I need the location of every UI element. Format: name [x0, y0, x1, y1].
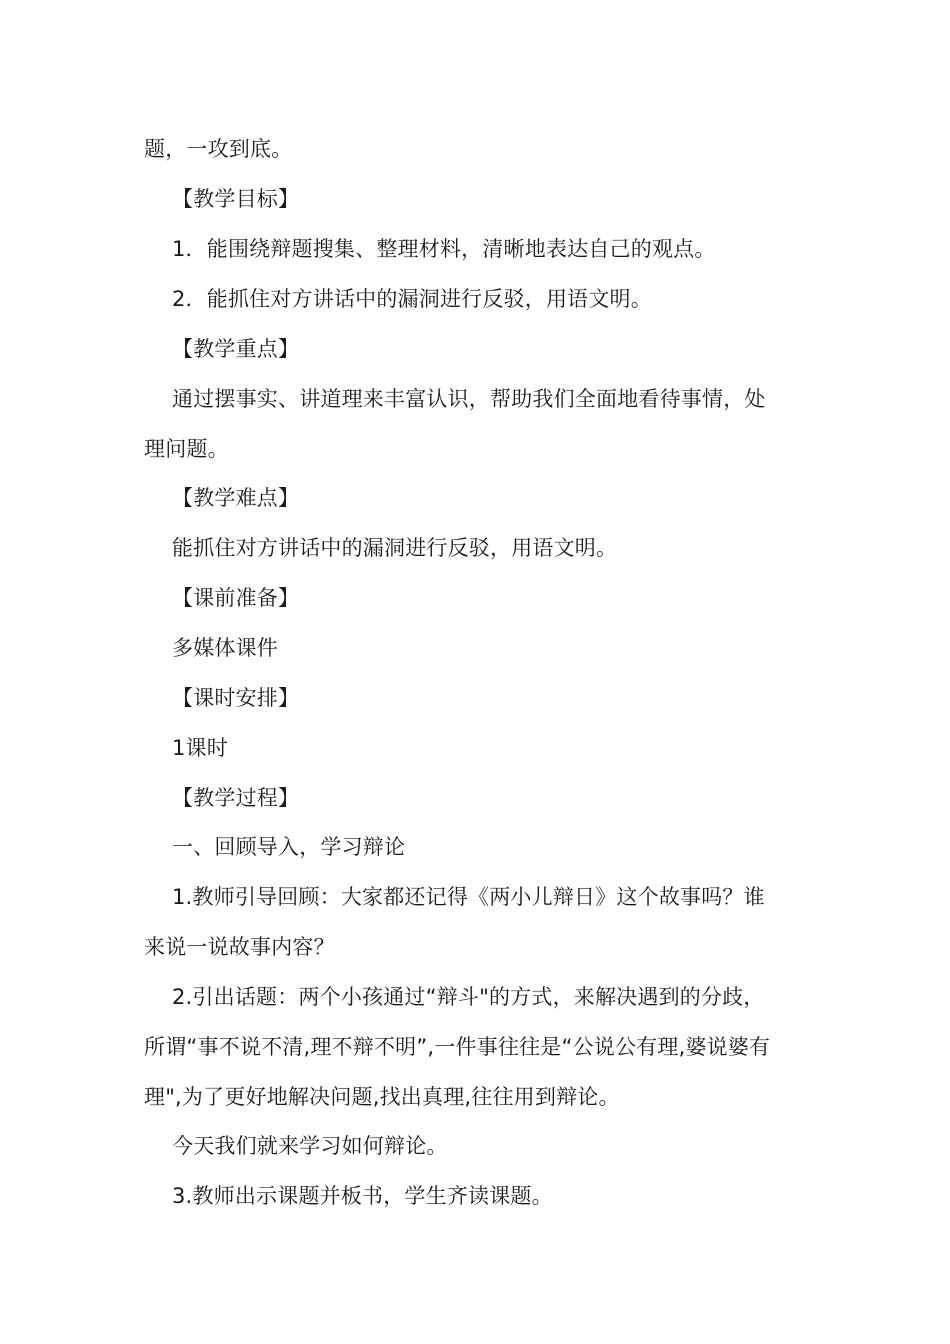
text-line: 理问题。: [144, 437, 229, 461]
text-line: 3.教师出示课题并板书，学生齐读课题。: [172, 1184, 553, 1208]
text-line: 一、回顾导入，学习辩论: [172, 835, 406, 859]
section-heading-schedule: 【课时安排】: [172, 686, 300, 710]
text-line: 通过摆事实、讲道理来丰富认识，帮助我们全面地看待事情，处: [172, 387, 766, 411]
text-line: 2．能抓住对方讲话中的漏洞进行反驳，用语文明。: [172, 287, 652, 311]
text-line: 能抓住对方讲话中的漏洞进行反驳，用语文明。: [172, 536, 618, 560]
text-line: 题，一攻到底。: [144, 137, 293, 161]
text-line: 1.教师引导回顾：大家都还记得《两小儿辩日》这个故事吗？谁: [172, 885, 765, 909]
text-line: 1．能围绕辩题搜集、整理材料，清晰地表达自己的观点。: [172, 237, 716, 261]
text-line: 多媒体课件: [172, 636, 278, 660]
text-line: 理",为了更好地解决问题,找出真理,往往用到辩论。: [144, 1085, 620, 1109]
section-heading-teaching-goals: 【教学目标】: [172, 187, 300, 211]
section-heading-preparation: 【课前准备】: [172, 586, 300, 610]
text-line: 2.引出话题：两个小孩通过“辩斗"的方式，来解决遇到的分歧，: [172, 985, 765, 1009]
text-line: 1课时: [172, 736, 228, 760]
section-heading-key-points: 【教学重点】: [172, 337, 300, 361]
text-line: 今天我们就来学习如何辩论。: [172, 1134, 448, 1158]
section-heading-process: 【教学过程】: [172, 786, 300, 810]
text-line: 来说一说故事内容？: [144, 935, 335, 959]
section-heading-difficulties: 【教学难点】: [172, 486, 300, 510]
text-line: 所谓“事不说不清,理不辩不明”,一件事往往是“公说公有理,婆说婆有: [144, 1035, 771, 1059]
